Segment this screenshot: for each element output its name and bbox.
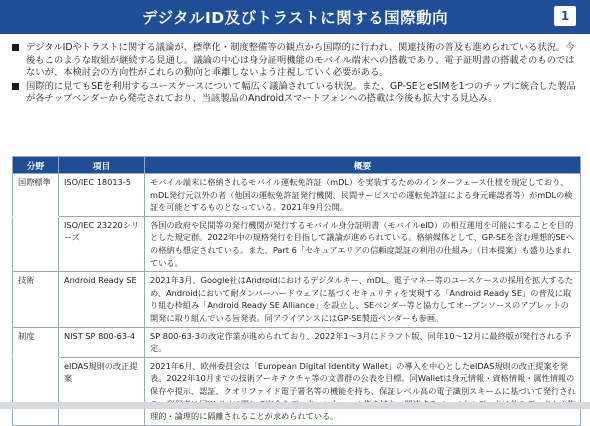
- square-bullet-icon: [12, 83, 19, 90]
- item-cell: NIST SP 800-63-4: [59, 327, 145, 357]
- page-bottom-edge: [0, 402, 590, 409]
- table-row: [13, 327, 581, 357]
- table-header-row: [13, 157, 581, 174]
- column-header-summary: 概要: [145, 157, 581, 174]
- table-row: [13, 216, 581, 271]
- bullet-item: [12, 81, 582, 106]
- trends-table: [12, 156, 581, 426]
- page-number-badge: 1: [554, 6, 576, 26]
- item-cell: eIDAS規則の改正提案: [59, 357, 145, 425]
- square-bullet-icon: [12, 44, 19, 51]
- category-cell: 技術: [13, 272, 59, 327]
- bullet-text: デジタルIDやトラストに関する議論が、標準化・制度整備等の観点から国際的に行われ、関連技術の普及も進められている状況。今後もこのような取組が継続する見通し。議論の中心は身分証明機能のモバイル端末への搭載であり、電子証明書の搭載そのものではないが、本検討会の方向性がこれらの動向と乖離しないよう注視していく必要がある。: [26, 42, 575, 78]
- summary-cell: 各国の政府や民間等の発行機関が発行するモバイル身分証明書（モバイルeID）の相互運用を可能にすることを目的とした規定群。2022年中の規格発行を目指して議論が進められている。格納媒体として、GP-SEを含む理想的SEへの格納も想定されている。また、Part 6「セキュアエリアの信頼度認証の利用の仕組み」（日本提案）も盛り込まれている。: [145, 216, 581, 271]
- item-cell: ISO/IEC 18013-5: [59, 174, 145, 217]
- page-title: デジタルID及びトラストに関する国際動向: [141, 9, 449, 27]
- summary-cell: 2021年6月、欧州委員会は「European Digital Identity Wallet」の導入を中心としたeIDAS規則の改正提案を発表。2022年10月までの技術アーキテクチャ等の文書群の公表を目標。同Walletは身元情報・資格情報・属性情報の保存や提示、認証、クオリファイド電子署名等の機能を持ち、保証レベル高の電子識別スキームに基づいて発行され 理的・論理的に隔離されることが求められている。: [145, 357, 581, 425]
- bullet-list: [12, 42, 582, 107]
- category-cell: [13, 216, 59, 271]
- bullet-item: [12, 42, 582, 80]
- table-row: [13, 272, 581, 327]
- category-cell: 国際標準: [13, 174, 59, 217]
- category-cell: 制度: [13, 327, 59, 357]
- column-header-field: 分野: [13, 157, 59, 174]
- summary-cell: SP 800-63-3の改定作業が進められており、2022年1〜3月にドラフト版、同年10〜12月に最終版が発行される予定。: [145, 327, 581, 357]
- item-cell: ISO/IEC 23220シリーズ: [59, 216, 145, 271]
- item-cell: Android Ready SE: [59, 272, 145, 327]
- bullet-text: 国際的に見てもSEを利用するユースケースについて幅広く議論されている状況。また、GP-SEとeSIMを1つのチップに統合した製品が各チップベンダーから発売されており、当該製品のAndroidスマートフォンへの搭載は今後も拡大する見込み。: [26, 80, 576, 104]
- column-header-item: 項目: [59, 157, 145, 174]
- category-cell: [13, 357, 59, 425]
- table-row: [13, 357, 581, 425]
- table-row: [13, 174, 581, 217]
- summary-cell: 2021年3月、Google社はAndroidにおけるデジタルキー、mDL、電子マネー等のユースケースの採用を拡大するため、Androidにおいて耐タンパーハードウェアに基づくセキュリティを実現する「Android Ready SE」の普及に取り組む枠組み「Android Ready SE Alliance」を設立し、SEベンダー等と協力してオープンソースのアプレットの開発に取り組んでいる旨発表。同アライアンスにはGP-SE製造ベンダーも参画。: [145, 272, 581, 327]
- summary-cell: モバイル端末に格納されるモバイル運転免許証（mDL）を実装するためのインターフェース仕様を規定しており、mDL発行元以外の者（他国の運転免許証発行機関、民間サービスでの運転免許証による身元確認者等）がmDLの検証を可能とするものとなっている。2021年9月公開。: [145, 174, 581, 217]
- title-bar: [0, 0, 590, 34]
